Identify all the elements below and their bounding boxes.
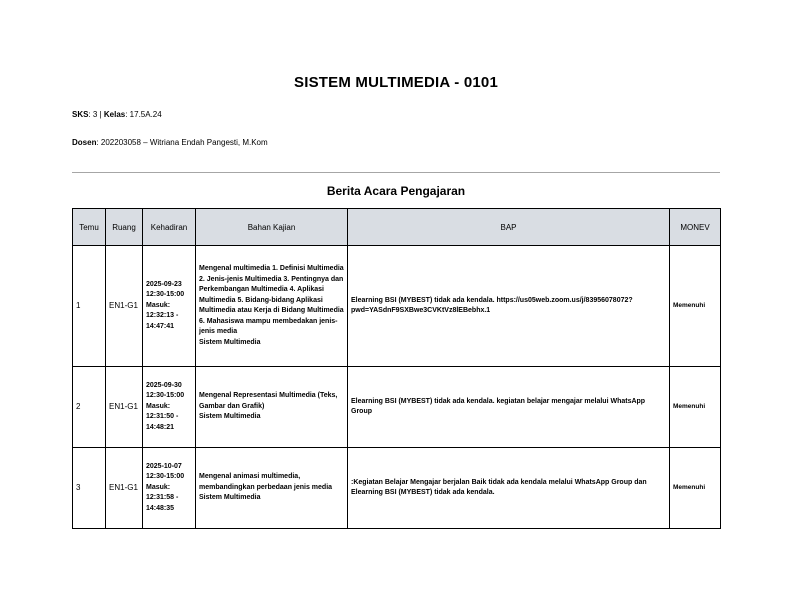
kehadiran-masuk-label: Masuk:: [146, 301, 171, 309]
cell-bahan-kajian: [196, 367, 348, 448]
table-header-row: [73, 209, 721, 246]
cell-kehadiran: [143, 367, 196, 448]
kehadiran-date: 2025-10-07: [146, 462, 182, 470]
sks-kelas-line: [72, 110, 162, 119]
cell-monev: Memenuhi: [670, 448, 721, 529]
kelas-label: Kelas: [103, 110, 126, 119]
dosen-line: [72, 138, 268, 147]
cell-monev: Memenuhi: [670, 367, 721, 448]
cell-bahan-kajian: [196, 246, 348, 367]
kehadiran-masuk-label: Masuk:: [146, 483, 171, 491]
kehadiran-date: 2025-09-23: [146, 280, 182, 288]
kehadiran-masuk-time: 12:32:13 -: [146, 312, 179, 320]
dosen-value: : 202203058 – Witriana Endah Pangesti, M.Kom: [96, 138, 268, 147]
cell-temu: 2: [73, 367, 106, 448]
header-bap: BAP: [348, 209, 670, 246]
kehadiran-keluar-time: 14:48:21: [146, 423, 175, 431]
bap-table: [72, 208, 721, 529]
kehadiran-time: 12:30-15:00: [146, 291, 185, 299]
divider: [72, 172, 720, 173]
cell-bap: Elearning BSI (MYBEST) tidak ada kendala. https://us05web.zoom.us/j/83956078072?pwd=YASdnF9SXBwe3CVKtVz8lEBebhx.1: [348, 246, 670, 367]
kehadiran-masuk-time: 12:31:58 -: [146, 494, 179, 502]
bahan-description: Mengenal Representasi Multimedia (Teks, Gambar dan Grafik): [199, 392, 338, 410]
kehadiran-date: 2025-09-30: [146, 381, 182, 389]
cell-ruang: EN1-G1: [106, 246, 143, 367]
kehadiran-keluar-time: 14:47:41: [146, 322, 175, 330]
table-row: [73, 448, 721, 529]
kehadiran-masuk-time: 12:31:50 -: [146, 413, 179, 421]
cell-kehadiran: [143, 246, 196, 367]
bahan-course: Sistem Multimedia: [199, 338, 261, 346]
cell-kehadiran: [143, 448, 196, 529]
cell-bap: Elearning BSI (MYBEST) tidak ada kendala. kegiatan belajar mengajar melalui WhatsApp Group: [348, 367, 670, 448]
bahan-description: Mengenal animasi multimedia, membandingkan perbedaan jenis media: [199, 473, 333, 491]
table-row: [73, 246, 721, 367]
cell-ruang: EN1-G1: [106, 367, 143, 448]
cell-temu: 3: [73, 448, 106, 529]
page-title: SISTEM MULTIMEDIA - 0101: [294, 74, 498, 91]
section-title: Berita Acara Pengajaran: [326, 184, 466, 198]
kehadiran-keluar-time: 14:48:35: [146, 504, 175, 512]
bahan-course: Sistem Multimedia: [199, 413, 261, 421]
kehadiran-time: 12:30-15:00: [146, 392, 185, 400]
sks-value: : 3 |: [88, 110, 104, 119]
table-row: [73, 367, 721, 448]
sks-label: SKS: [72, 110, 89, 119]
cell-bahan-kajian: [196, 448, 348, 529]
header-ruang: Ruang: [106, 209, 143, 246]
header-bahan-kajian: Bahan Kajian: [196, 209, 348, 246]
cell-bap: :Kegiatan Belajar Mengajar berjalan Baik tidak ada kendala melalui WhatsApp Group dan Elearning BSI (MYBEST) tidak ada kendala.: [348, 448, 670, 529]
kehadiran-masuk-label: Masuk:: [146, 402, 171, 410]
cell-ruang: EN1-G1: [106, 448, 143, 529]
cell-monev: Memenuhi: [670, 246, 721, 367]
header-temu: Temu: [73, 209, 106, 246]
kehadiran-time: 12:30-15:00: [146, 473, 185, 481]
cell-temu: 1: [73, 246, 106, 367]
header-kehadiran: Kehadiran: [143, 209, 196, 246]
bahan-description: Mengenal multimedia 1. Definisi Multimedia 2. Jenis-jenis Multimedia 3. Pentingnya dan Perkembangan Multimedia 4. Aplikasi Multimedia 5. Bidang-bidang Aplikasi Multimedia atau Kerja di Bidang Multimedia 6. Mahasiswa mampu membedakan jenis-jenis media: [199, 265, 344, 335]
header-monev: MONEV: [670, 209, 721, 246]
kelas-value: : 17.5A.24: [125, 110, 162, 119]
bahan-course: Sistem Multimedia: [199, 494, 261, 502]
dosen-label: Dosen: [72, 138, 97, 147]
